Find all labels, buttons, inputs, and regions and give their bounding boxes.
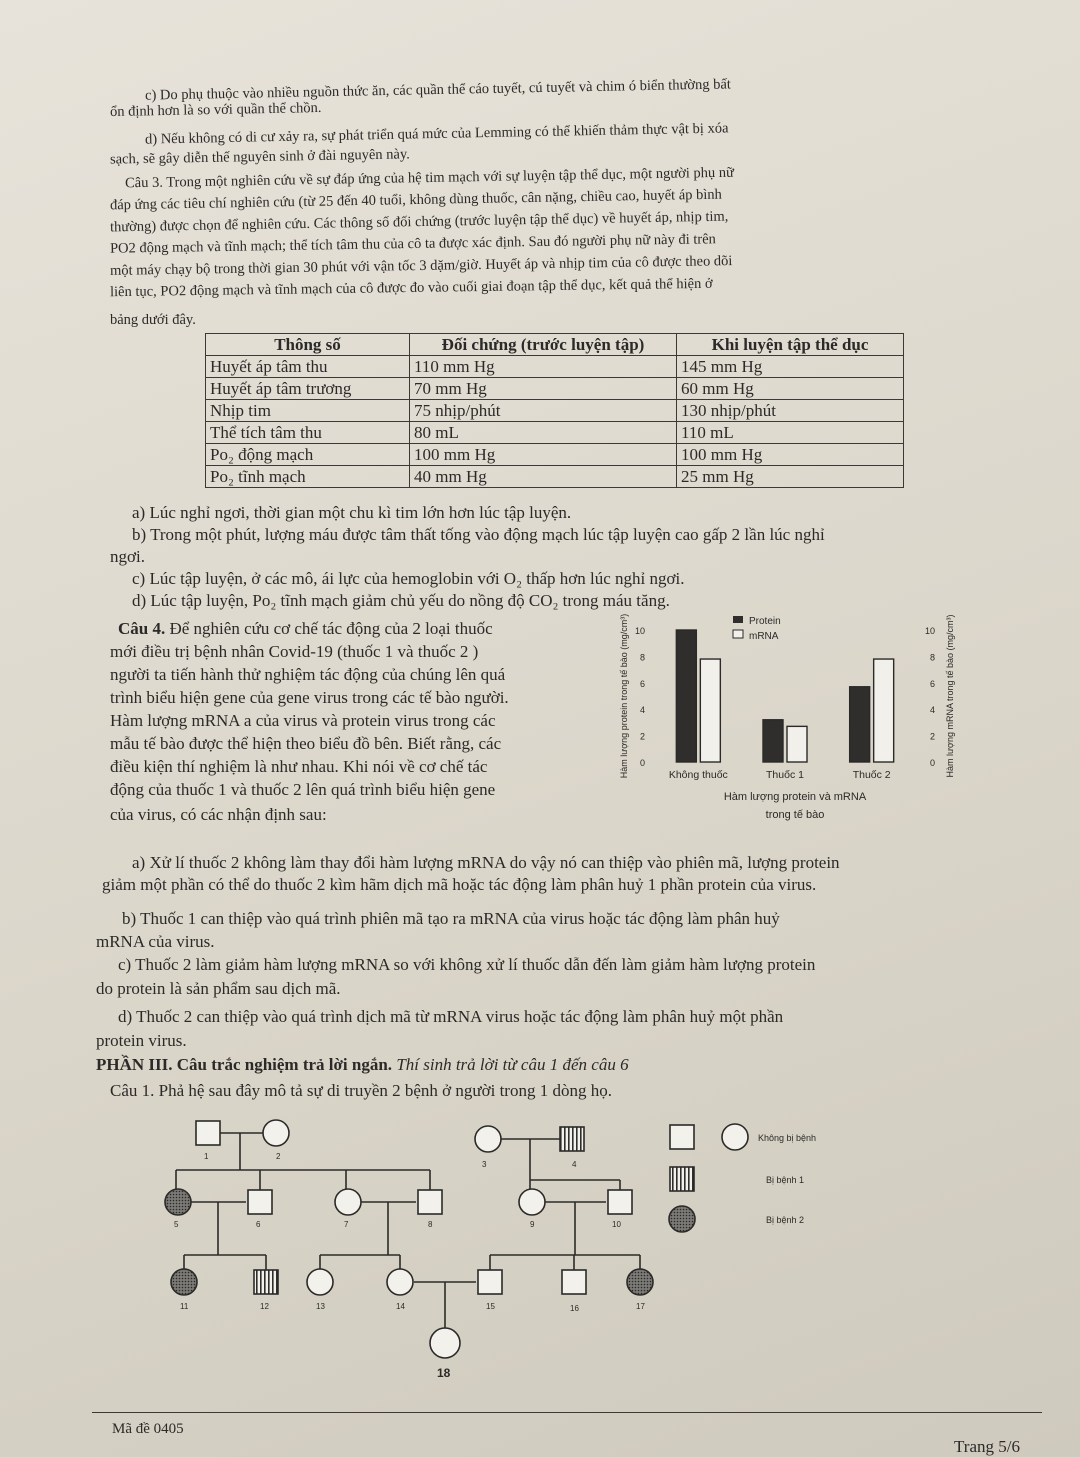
page-number: Trang 5/6 [954, 1437, 1020, 1456]
part3-q1: Câu 1. Phả hệ sau đây mô tả sự di truyền 2 bệnh ở người trong 1 dòng họ. [110, 1081, 612, 1100]
table-row [206, 444, 904, 466]
bar-mrna [787, 726, 807, 762]
pedigree-male-unaffected [196, 1121, 220, 1145]
y-tick-left: 4 [639, 705, 645, 716]
pedigree-female-disease2 [171, 1269, 197, 1295]
pedigree-male-unaffected [562, 1270, 586, 1294]
part3-title: PHẦN III. Câu trắc nghiệm trả lời ngắn. [96, 1055, 393, 1074]
table-cell: 40 mm Hg [410, 466, 677, 488]
pedigree-label: 18 [437, 1366, 451, 1380]
y-tick-right: 2 [929, 731, 935, 742]
q4-option-c-line2: do protein là sản phẩm sau dịch mã. [96, 979, 341, 998]
part3-instruction: Thí sinh trả lời từ câu 1 đến câu 6 [396, 1055, 629, 1074]
table-cell: 100 mm Hg [677, 444, 904, 466]
q3-line: thường) được chọn để nghiên cứu. Các thông số đối chứng (trước luyện tập thể dục) về huyết áp, nhịp tim, [109, 208, 729, 236]
pedigree-female-unaffected [387, 1269, 413, 1295]
legend-mrna-swatch [733, 630, 743, 638]
protein-mrna-bar-chart [615, 612, 965, 834]
y-tick-right: 0 [929, 758, 935, 768]
footer-divider [92, 1412, 1042, 1413]
pedigree-label: 1 [204, 1152, 209, 1161]
pedigree-label: 11 [180, 1302, 189, 1311]
pedigree-label: 8 [428, 1220, 433, 1229]
q3-option-b-line1: b) Trong một phút, lượng máu được tâm thất tống vào động mạch lúc tập luyện cao gấp 2 lần lúc nghỉ [132, 525, 825, 544]
table-cell: 130 nhịp/phút [677, 400, 904, 422]
pedigree-diagram [160, 1115, 860, 1385]
bar-protein [763, 720, 783, 762]
pedigree-female-unaffected [335, 1189, 361, 1215]
q3-line: đáp ứng các tiêu chí nghiên cứu (từ 25 đến 40 tuổi, không dùng thuốc, cân nặng, chiều cao, huyết áp bình [109, 186, 722, 214]
q4-line: Câu 4. Để nghiên cứu cơ chế tác động của 2 loại thuốc [118, 619, 493, 638]
pedigree-label: 16 [570, 1304, 579, 1313]
y-tick-right: 10 [924, 626, 935, 636]
pedigree-female-unaffected [519, 1189, 545, 1215]
q3-line: Câu 3. Trong một nghiên cứu về sự đáp ứng của hệ tim mạch với sự luyện tập thể dục, một người phụ nữ [124, 164, 735, 192]
q2-option-c-line2: ổn định hơn là so với quần thể chồn. [109, 99, 322, 121]
q4-option-d-line1: d) Thuốc 2 can thiệp vào quá trình dịch mã từ mRNA virus hoặc tác động làm phân huỷ một phần [118, 1007, 784, 1026]
legend-mrna-label: mRNA [749, 631, 779, 642]
pedigree-label: 7 [344, 1220, 349, 1229]
pedigree-female-unaffected [430, 1328, 460, 1358]
y-axis-label-right: Hàm lượng mRNA trong tế bào (mg/cm³) [945, 614, 955, 778]
legend-male-unaffected [670, 1125, 694, 1149]
bar-protein [676, 630, 696, 762]
pedigree-female-unaffected [263, 1120, 289, 1146]
q4-option-b-line2: mRNA của virus. [96, 932, 215, 951]
legend-disease1-symbol [670, 1167, 694, 1191]
bar-mrna [874, 659, 894, 762]
table-row [206, 378, 904, 400]
legend-protein-label: Protein [749, 616, 781, 627]
table-row [206, 422, 904, 444]
pedigree-male-unaffected [418, 1190, 442, 1214]
pedigree-label: 14 [396, 1302, 405, 1311]
q3-line: bảng dưới đây. [110, 312, 196, 328]
y-axis-label-left: Hàm lượng protein trong tế bào (mg/cm³) [619, 613, 629, 779]
pedigree-label: 10 [612, 1220, 621, 1229]
table-header: Khi luyện tập thể dục [677, 334, 904, 356]
pedigree-label: 17 [636, 1302, 645, 1311]
q4-line: người ta tiến hành thử nghiệm tác động của chúng lên quá [110, 665, 506, 684]
table-cell: Thể tích tâm thu [206, 422, 410, 444]
legend-disease2-symbol [669, 1206, 695, 1232]
q3-option-c: c) Lúc tập luyện, ở các mô, ái lực của hemoglobin với O₂ thấp hơn lúc nghỉ ngơi. [132, 569, 685, 588]
q4-line: mới điều trị bệnh nhân Covid-19 (thuốc 1 và thuốc 2 ) [110, 642, 479, 661]
q4-option-c-line1: c) Thuốc 2 làm giảm hàm lượng mRNA so với không xử lí thuốc dẫn đến làm giảm hàm lượng protein [118, 955, 816, 974]
legend-disease2-label: Bị bệnh 2 [766, 1215, 805, 1225]
pedigree-male-unaffected [478, 1270, 502, 1294]
table-cell: 80 mL [410, 422, 677, 444]
part3-heading [96, 1054, 629, 1076]
q4-option-b-line1: b) Thuốc 1 can thiệp vào quá trình phiên mã tạo ra mRNA của virus hoặc tác động làm phân huỷ [122, 909, 780, 928]
table-cell: 70 mm Hg [410, 378, 677, 400]
pedigree-label: 5 [174, 1220, 179, 1229]
q3-line: liên tục, PO2 động mạch và tĩnh mạch của cô được đo vào cuối giai đoạn tập thể dục, kết quả thể hiện ở [109, 275, 713, 301]
pedigree-male-disease1 [560, 1127, 584, 1151]
pedigree-label: 13 [316, 1302, 325, 1311]
x-category-label: Không thuốc [668, 769, 728, 781]
table-row [206, 400, 904, 422]
q4-line: động của thuốc 1 và thuốc 2 lên quá trình biểu hiện gene [110, 780, 496, 799]
legend-unaffected-label: Không bị bệnh [758, 1133, 817, 1143]
pedigree-male-disease1 [254, 1270, 278, 1294]
y-tick-left: 8 [639, 652, 645, 663]
q3-line: PO2 động mạch và tĩnh mạch; thể tích tâm thu của cô ta được xác định. Sau đó người phụ nữ này đi trên [109, 231, 716, 257]
pedigree-female-disease2 [165, 1189, 191, 1215]
x-category-label: Thuốc 1 [766, 769, 804, 781]
q4-line-rest: Để nghiên cứu cơ chế tác động của 2 loại thuốc [169, 619, 493, 638]
bar-protein [850, 687, 870, 762]
table-cell: Nhịp tim [206, 400, 410, 422]
q4-line: mẫu tế bào được thể hiện theo biểu đồ bên. Biết rằng, các [110, 734, 502, 753]
q4-option-a-line1: a) Xử lí thuốc 2 không làm thay đổi hàm lượng mRNA do vậy nó can thiệp vào phiên mã, lượng protein [132, 853, 840, 872]
x-axis-label: Hàm lượng protein và mRNA [723, 791, 867, 803]
pedigree-label: 12 [260, 1302, 269, 1311]
table-cell: Huyết áp tâm thu [206, 356, 410, 378]
table-cell: Po₂ tĩnh mạch [206, 466, 410, 488]
q4-line: Hàm lượng mRNA a của virus và protein virus trong các [110, 711, 496, 730]
table-cell: 60 mm Hg [677, 378, 904, 400]
pedigree-label: 9 [530, 1220, 535, 1229]
y-tick-left: 0 [639, 758, 645, 768]
legend-protein-swatch [733, 616, 743, 623]
table-cell: 75 nhịp/phút [410, 400, 677, 422]
q3-option-a: a) Lúc nghỉ ngơi, thời gian một chu kì tim lớn hơn lúc tập luyện. [132, 503, 572, 522]
q2-option-d-line2: sạch, sẽ gây diễn thế nguyên sinh ở đài nguyên này. [109, 146, 411, 168]
legend-female-unaffected [722, 1124, 748, 1150]
table-row [206, 466, 904, 488]
y-tick-left: 6 [639, 678, 645, 689]
q2-option-c-line1: c) Do phụ thuộc vào nhiều nguồn thức ăn, các quần thể cáo tuyết, cú tuyết và chim ó biển thường bất [144, 76, 732, 104]
table-header: Đối chứng (trước luyện tập) [410, 334, 677, 356]
table-cell: 110 mm Hg [410, 356, 677, 378]
q2-option-d-line1: d) Nếu không có di cư xảy ra, sự phát triển quá mức của Lemming có thể khiến thảm thực vật bị xóa [144, 120, 729, 148]
pedigree-female-disease2 [627, 1269, 653, 1295]
table-header: Thông số [206, 334, 410, 356]
pedigree-label: 15 [486, 1302, 495, 1311]
y-tick-right: 6 [929, 678, 935, 689]
q3-option-d: d) Lúc tập luyện, Po₂ tĩnh mạch giảm chủ yếu do nồng độ CO₂ trong máu tăng. [132, 591, 670, 610]
y-tick-right: 4 [929, 705, 935, 716]
y-tick-right: 8 [929, 652, 935, 663]
q3-data-table [205, 333, 904, 488]
table-row [206, 356, 904, 378]
q3-line: một máy chạy bộ trong thời gian 30 phút với vận tốc 3 dặm/giờ. Huyết áp và nhịp tim của cô được theo dõi [109, 253, 733, 279]
table-cell: Huyết áp tâm trương [206, 378, 410, 400]
y-tick-left: 10 [634, 626, 645, 636]
pedigree-female-unaffected [475, 1126, 501, 1152]
exam-code: Mã đề 0405 [112, 1421, 184, 1437]
pedigree-male-unaffected [608, 1190, 632, 1214]
legend-disease1-label: Bị bệnh 1 [766, 1175, 805, 1185]
table-cell: 25 mm Hg [677, 466, 904, 488]
pedigree-label: 2 [276, 1152, 281, 1161]
pedigree-label: 3 [482, 1160, 487, 1169]
x-category-label: Thuốc 2 [852, 769, 891, 781]
table-cell: 145 mm Hg [677, 356, 904, 378]
q4-line: trình biểu hiện gene của gene virus trong các tế bào người. [110, 688, 509, 707]
table-cell: Po₂ động mạch [206, 444, 410, 466]
pedigree-label: 4 [572, 1160, 577, 1169]
y-tick-left: 2 [639, 731, 645, 742]
q4-line: điều kiện thí nghiệm là như nhau. Khi nói về cơ chế tác [110, 757, 488, 776]
q4-line: của virus, có các nhận định sau: [110, 805, 327, 824]
q4-option-a-line2: giảm một phần có thể do thuốc 2 kìm hãm dịch mã hoặc tác động làm phân huỷ 1 phần protein của virus. [102, 875, 817, 894]
q3-option-b-line2: ngơi. [110, 547, 145, 566]
pedigree-label: 6 [256, 1220, 261, 1229]
pedigree-female-unaffected [307, 1269, 333, 1295]
pedigree-male-unaffected [248, 1190, 272, 1214]
bar-mrna [700, 659, 720, 762]
x-axis-label: trong tế bào [765, 809, 825, 821]
table-cell: 110 mL [677, 422, 904, 444]
table-cell: 100 mm Hg [410, 444, 677, 466]
q4-option-d-line2: protein virus. [96, 1031, 187, 1050]
